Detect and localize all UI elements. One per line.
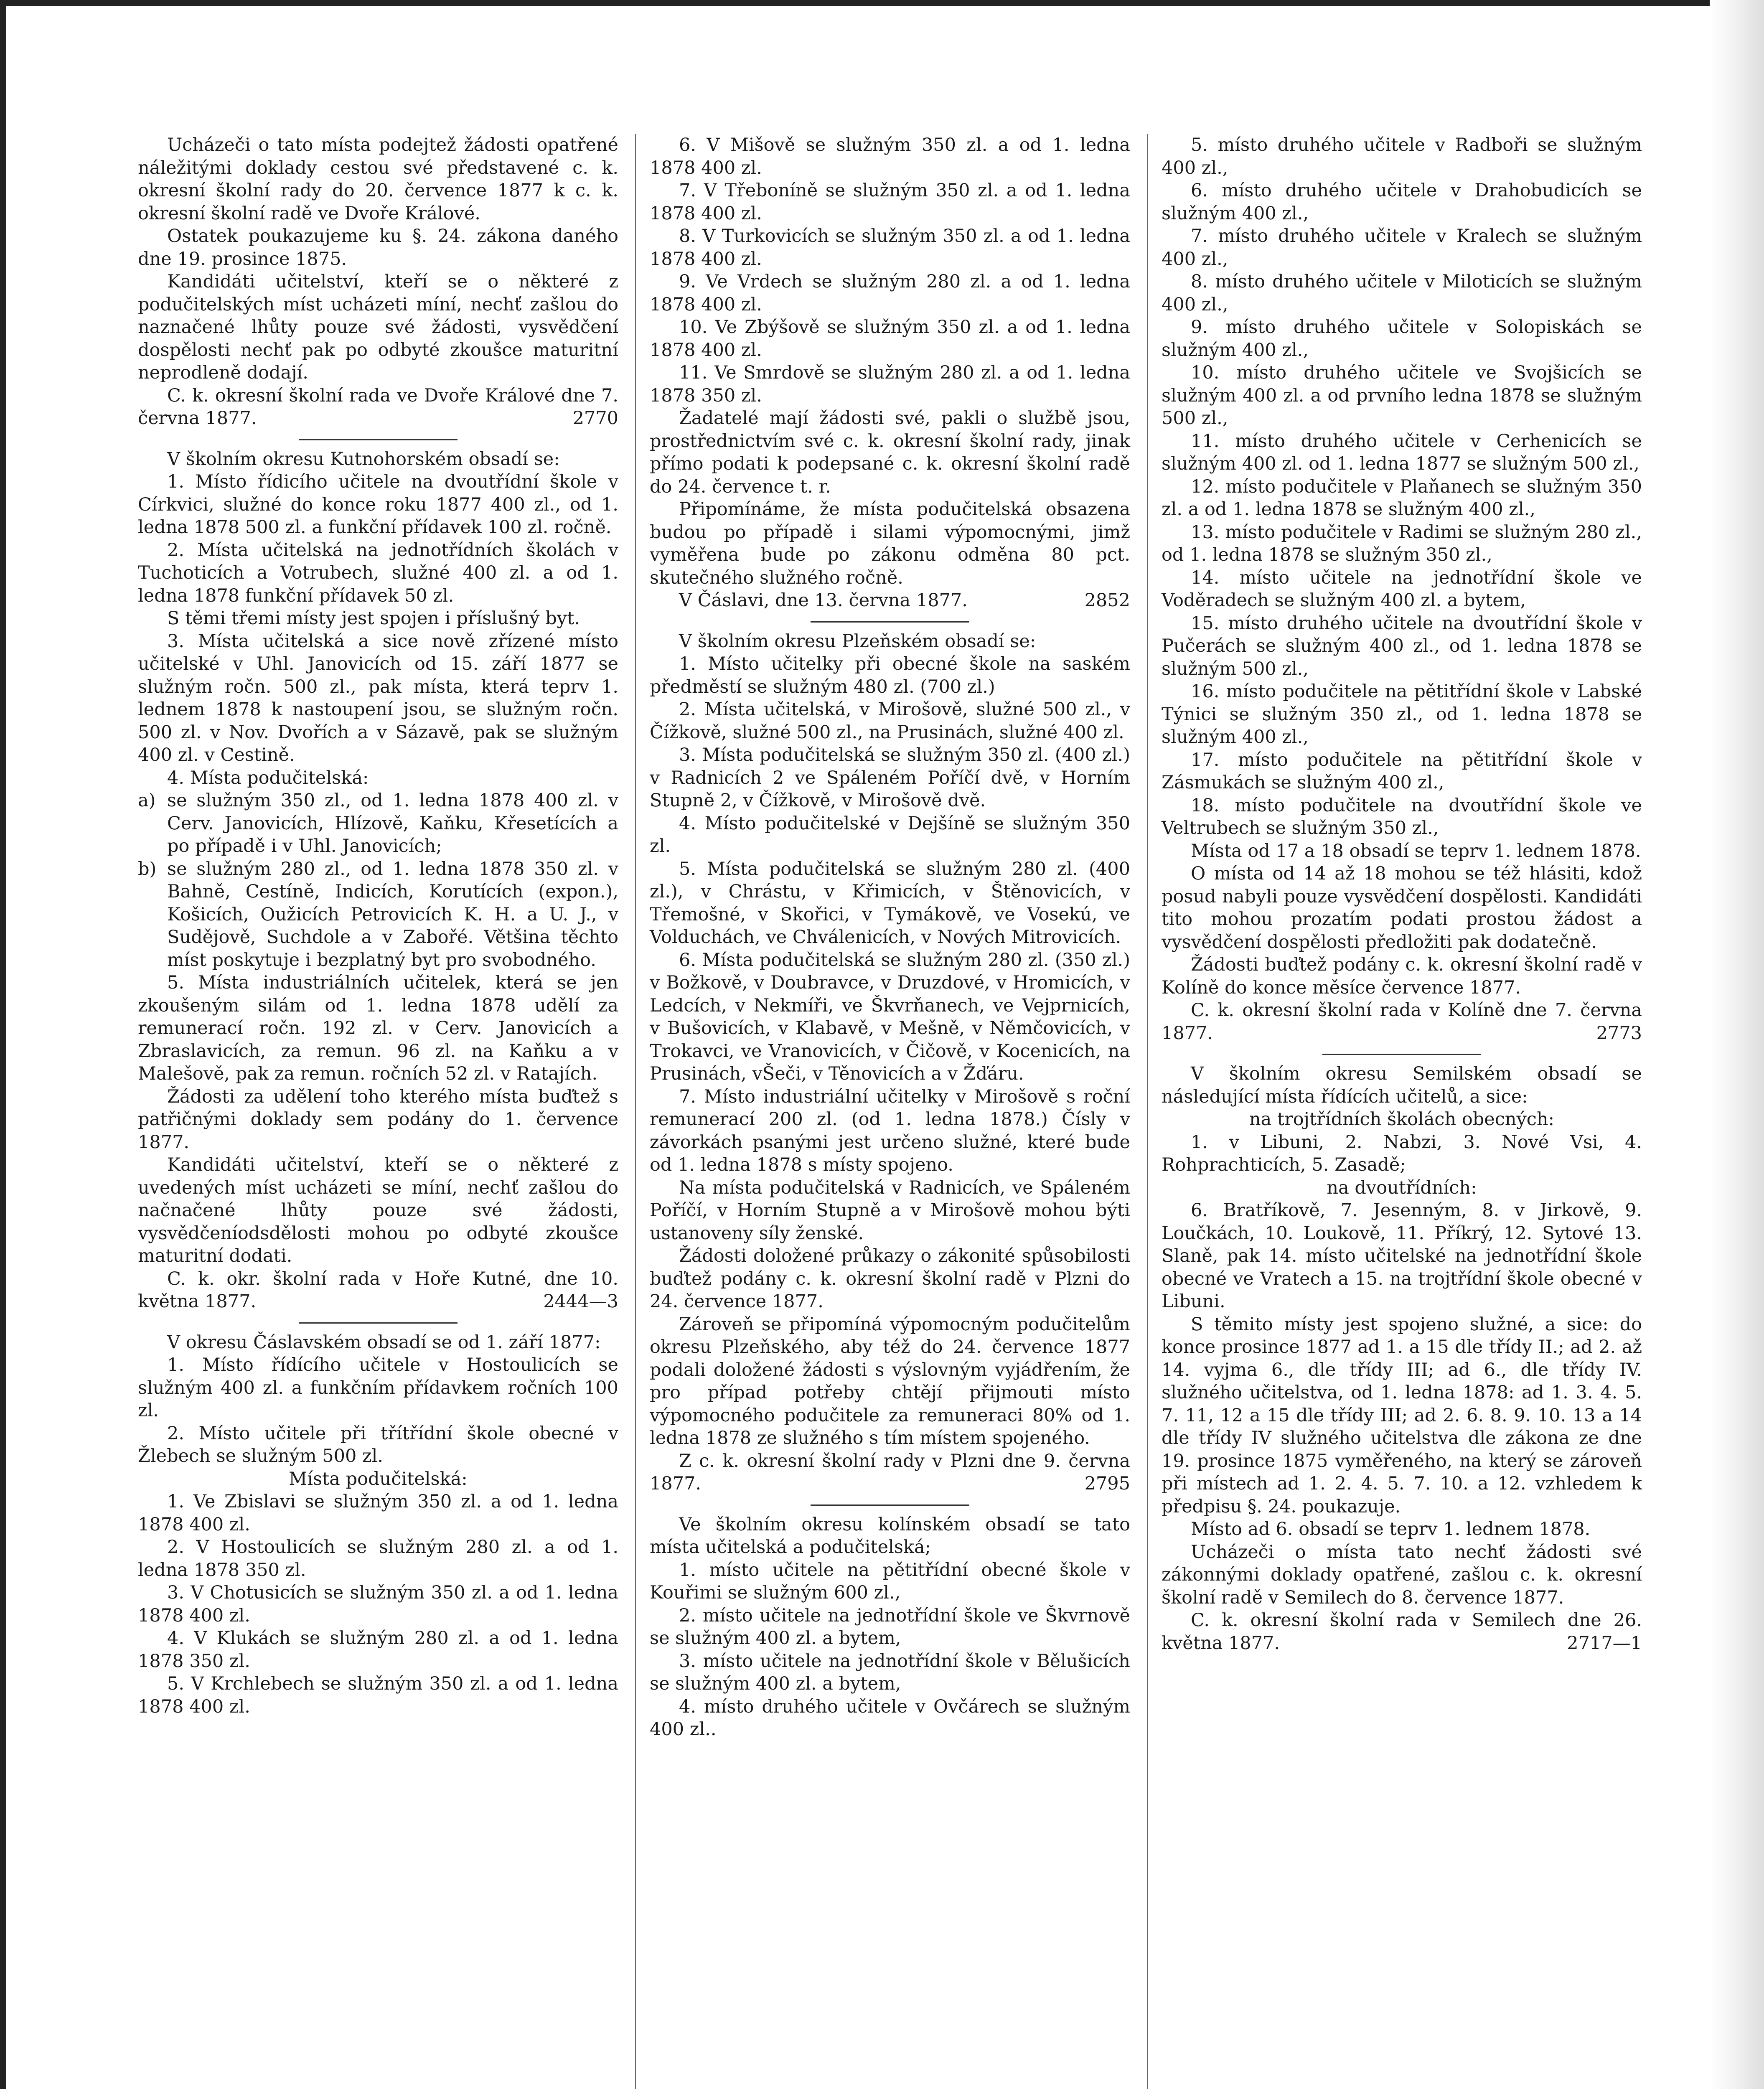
list-item: 8. V Turkovicích se služným 350 zl. a od 1. ledna 1878 400 zl. [650,226,1130,269]
paragraph: Místa od 17 a 18 obsadí se teprv 1. lednem 1878. [1191,840,1641,862]
sub-heading: na trojtřídních školách obecných: [1249,1109,1555,1130]
list-item: 8. místo druhého učitele v Miloticích se služným 400 zl., [1162,271,1642,315]
list-item: 7. V Třeboníně se služným 350 zl. a od 1. ledna 1878 400 zl. [650,180,1130,224]
list-item: 18. místo podučitele na dvoutřídní škole ve Veltrubech se služným 350 zl., [1162,795,1642,839]
paragraph: Místo ad 6. obsadí se teprv 1. lednem 1878. [1191,1519,1591,1540]
section-heading: V školním okresu Kutnohorském obsadí se: [167,448,560,470]
notice-signature [138,1268,618,1313]
notice-reference-number: 2717—1 [1567,1632,1642,1654]
column-2 [650,134,1130,1741]
sub-heading: Místa podučitelská: [289,1468,468,1489]
paragraph: Ucházeči o místa tato nechť žádosti své zákonnými doklady opatřené, zašlou c. k. okresní školní radě v Semilech do 8. července 1877. [1162,1541,1642,1608]
paragraph: O místa od 14 až 18 mohou se též hlásiti, kdož posud nabyli pouze vysvědčení dospělosti. Kandidáti tito mohou prozatím podati prostou žádost a vysvědčení dospělosti předložiti pak dodatečně. [1162,863,1642,953]
list-item: 3. Místa podučitelská se služným 350 zl. (400 zl.) v Radnicích 2 ve Spáleném Poříčí dvě, v Horním Stupně 2, v Čížkově, v Mirošově dvě. [650,745,1130,811]
list-item: 10. Ve Zbýšově se služným 350 zl. a od 1. ledna 1878 400 zl. [650,317,1130,361]
notice-reference-number: 2795 [1084,1473,1130,1494]
scan-border-right [1710,0,1764,2089]
signature-text: C. k. okresní školní rada v Kolíně dne 7. června 1877. [1162,1000,1642,1044]
paragraph: S těmito místy jest spojeno služné, a sice: do konce prosince 1877 ad 1. a 15 dle třídy II.; ad 2. až 14. vyjma 6., dle třídy III; ad 6., dle třídy IV. služného učitelstva, od 1. ledna 1878: ad 1. 3. 4. 5. 7. 11, 12 a 15 dle třídy III; ad 2. 6. 8. 9. 10. 13 a 14 dle třídy IV služného učitelstva dle zákona ze dne 19. prosince 1875 vyměřeného, na který se zároveň při místech ad 1. 2. 4. 5. 7. 10. a 12. vzhledem k předpisu §. 24. poukazuje. [1162,1314,1642,1517]
list-item: 2. Místo učitele při třítřídní škole obecné v Žlebech se služným 500 zl. [138,1423,618,1466]
list-item: 7. místo druhého učitele v Kralech se služným 400 zl., [1162,226,1642,269]
list-item: 2. Místa učitelská, v Mirošově, služné 500 zl., v Čížkově, služné 500 zl., na Prusinách, služné 400 zl. [650,699,1130,743]
signature-text: Z c. k. okresní školní rady v Plzni dne 9. června 1877. [650,1450,1130,1494]
section-separator [299,439,458,440]
paragraph: Kandidáti učitelství, kteří se o některé z podučitelských míst ucházeti míní, nechť zašlou do naznačené lhůty pouze své žádosti, vysvědčení dospělosti nechť pak po odbyté zkoušce maturitní neprodleně dodají. [138,271,618,383]
list-item: 5. V Krchlebech se služným 350 zl. a od 1. ledna 1878 400 zl. [138,1673,618,1717]
notice-reference-number: 2444—3 [543,1291,618,1312]
list-item: 12. místo podučitele v Plaňanech se služným 350 zl. a od 1. ledna 1878 se služným 400 zl., [1162,476,1642,520]
column-divider-2 [1147,134,1148,2089]
list-item: 6. Bratříkově, 7. Jesenným, 8. v Jirkově, 9. Loučkách, 10. Loukově, 11. Příkrý, 12. Sytové 13. Slaně, pak 14. místo učitelské na jednotřídní škole obecné ve Vratech a 15. na trojtřídní škole obecné v Libuni. [1162,1200,1642,1312]
paragraph: Žadatelé mají žádosti své, pakli o službě jsou, prostřednictvím své c. k. okresní školní rady, jinak přímo podati k podepsané c. k. okresní školní radě do 24. července t. r. [650,408,1130,497]
list-item: 5. Místa industriálních učitelek, která se jen zkoušeným silám od 1. ledna 1878 udělí za remunerací ročn. 192 zl. v Cerv. Janovicích a Zbraslavicích, za remun. 96 zl. na Kaňku a v Malešově, pak za remun. ročních 52 zl. v Ratajích. [138,972,618,1084]
list-item: 9. místo druhého učitele v Solopiskách se služným 400 zl., [1162,317,1642,361]
scan-border-top [0,0,1764,23]
list-item: 1. Místo řídícího učitele v Hostoulicích se služným 400 zl. a funkčním přídavkem ročních 100 zl. [138,1355,618,1421]
section-separator [1322,1054,1481,1055]
section-separator [811,1504,969,1506]
list-item: 6. Místa podučitelská se služným 280 zl. (350 zl.) v Božkově, v Doubravce, v Druzdové, v Hromicích, v Ledcích, v Nekmíři, ve Škvrňanech, ve Vejprnicích, v Bušovicích, v Klabavě, v Mešně, v Němčovicích, v Trokavci, ve Vranovicích, v Čičově, v Kocenicích, na Prusinách, vŠeči, v Těnovicích a v Žďáru. [650,949,1130,1084]
list-item: 2. V Hostoulicích se služným 280 zl. a od 1. ledna 1878 350 zl. [138,1537,618,1581]
list-item: 3. Místa učitelská a sice nově zřízené místo učitelské v Uhl. Janovicích od 15. září 1877 se služným ročn. 500 zl., pak místa, která teprv 1. lednem 1878 k nastoupení jsou, se služným ročn. 500 zl. v Nov. Dvořích a v Sázavě, pak se služným 400 zl. v Cestině. [138,630,618,765]
list-item: 5. místo druhého učitele v Radboři se služným 400 zl., [1162,135,1642,178]
notice-reference-number: 2773 [1596,1022,1642,1044]
notice-signature [1162,999,1642,1044]
list-item: 11. Ve Smrdově se služným 280 zl. a od 1. ledna 1878 350 zl. [650,362,1130,406]
notice-signature [1162,1609,1642,1654]
section-heading: V školním okresu Plzeňském obsadí se: [679,630,1036,652]
list-item: 15. místo druhého učitele na dvoutřídní škole v Pučerách se služným 400 zl., od 1. ledna 1878 se služným 500 zl., [1162,612,1642,679]
list-item: 5. Místa podučitelská se služným 280 zl. (400 zl.), v Chrástu, v Křimicích, v Štěnovicích, v Třemošné, v Skořici, v Tymákově, ve Vosekú, ve Volduchách, ve Chválenicích, v Nových Mitrovicích. [650,858,1130,948]
paragraph: Kandidáti učitelství, kteří se o některé z uvedených míst ucházeti se míní, nechť zašlou do načnačené lhůty pouze své žádosti, vysvědčeníodsdělosti mohou po odbyté zkoušce maturitní dodati. [138,1154,618,1266]
list-item: 3. místo učitele na jednotřídní škole v Bělušicích se služným 400 zl. a bytem, [650,1650,1130,1694]
list-item: 2. místo učitele na jednotřídní škole ve Škvrnově se služným 400 zl. a bytem, [650,1605,1130,1649]
list-item: 1. místo učitele na pětitřídní obecné škole v Kouřimi se služným 600 zl., [650,1559,1130,1603]
list-item: 6. V Mišově se služným 350 zl. a od 1. ledna 1878 400 zl. [650,135,1130,178]
paragraph: Na místa podučitelská v Radnicích, ve Spáleném Poříčí, v Horním Stupně a v Mirošově mohou býti ustanoveny síly ženské. [650,1177,1130,1244]
sub-list-label: a) [138,790,156,811]
sub-list-label: b) [138,858,157,879]
notice-signature [138,384,618,430]
list-item: 11. místo druhého učitele v Cerhenicích se služným 400 zl. od 1. ledna 1877 se služným 500 zl., [1162,430,1642,474]
section-heading: Ve školním okresu kolínském obsadí se tato místa učitelská a podučitelská; [650,1514,1130,1558]
list-item: 1. Místo učitelky při obecné škole na saském předměstí se služným 480 zl. (700 zl.) [650,653,1130,697]
paragraph: Žádosti doložené průkazy o zákonité spůsobilosti buďtež podány c. k. okresní školní radě v Plzni do 24. července 1877. [650,1245,1130,1312]
list-item: 4. V Klukách se služným 280 zl. a od 1. ledna 1878 350 zl. [138,1628,618,1672]
notice-signature [650,589,1130,612]
list-item: 9. Ve Vrdech se služným 280 zl. a od 1. ledna 1878 400 zl. [650,271,1130,315]
sub-list-item [138,858,618,972]
list-item: 17. místo podučitele na pětitřídní škole v Zásmukách se služným 400 zl., [1162,749,1642,793]
newspaper-page [138,134,1642,2089]
scan-border-left [0,0,6,2089]
list-item: 3. V Chotusicích se služným 350 zl. a od 1. ledna 1878 400 zl. [138,1582,618,1626]
list-item: 4. Místo podučitelské v Dejšíně se služným 350 zl. [650,813,1130,856]
list-item: S těmi třemi místy jest spojen i příslušný byt. [167,608,580,629]
sub-heading: na dvoutřídních: [1327,1177,1477,1198]
list-item: 14. místo učitele na jednotřídní škole ve Voděradech se služným 400 zl. a bytem, [1162,567,1642,611]
list-item: 1. v Libuni, 2. Nabzi, 3. Nové Vsi, 4. Rohprachticích, 5. Zasadě; [1162,1131,1642,1175]
paragraph: Ucházeči o tato místa podejtež žádosti opatřené náležitými doklady cestou své představené c. k. okresní školní rady do 20. července 1877 k c. k. okresní školní radě ve Dvoře Králové. [138,135,618,224]
list-item: 1. Místo řídicího učitele na dvoutřídní škole v Církvici, služné do konce roku 1877 400 zl., od 1. ledna 1878 500 zl. a funkční přídavek 100 zl. ročně. [138,471,618,538]
list-item: 4. místo druhého učitele v Ovčárech se služným 400 zl.. [650,1696,1130,1740]
signature-text: C. k. okresní školní rada v Semilech dne 26. května 1877. [1162,1610,1642,1654]
list-item: 16. místo podučitele na pětitřídní škole v Labské Týnici se služným 350 zl., od 1. ledna 1878 se služným 400 zl., [1162,681,1642,747]
section-separator [299,1322,458,1324]
list-item: 6. místo druhého učitele v Drahobudicích se služným 400 zl., [1162,180,1642,224]
paragraph: Žádosti za udělení toho kterého místa buďtež s patřičnými doklady sem podány do 1. července 1877. [138,1086,618,1153]
paragraph: Ostatek poukazujeme ku §. 24. zákona daného dne 19. prosince 1875. [138,226,618,269]
list-item: 13. místo podučitele v Radimi se služným 280 zl., od 1. ledna 1878 se služným 350 zl., [1162,521,1642,565]
section-heading: V okresu Čáslavském obsadí se od 1. září 1877: [167,1332,601,1353]
sub-list-text: se služným 280 zl., od 1. ledna 1878 350 zl. v Bahně, Cestíně, Indicích, Korutících (expon.), Košicích, Oužicích Petrovicích K. H. a U. J., v Sudějově, Suchdole a v Zabořé. Většina těchto míst poskytuje i bezplatný byt pro svobodného. [167,858,618,971]
notice-reference-number: 2852 [1084,590,1130,611]
notice-reference-number: 2770 [572,408,618,429]
column-divider-1 [635,134,636,2089]
sub-list-item [138,789,618,858]
section-heading: V školním okresu Semilském obsadí se následující místa řídících učitelů, a sice: [1162,1063,1642,1107]
list-item: 10. místo druhého učitele ve Svojšicích se služným 400 zl. a od prvního ledna 1878 se služným 500 zl., [1162,362,1642,429]
notice-signature [650,1450,1130,1495]
list-item: 2. Místa učitelská na jednotřídních školách v Tuchoticích a Votrubech, služné 400 zl. a od 1. ledna 1878 funkční přídavek 50 zl. [138,539,618,606]
signature-text: C. k. okr. školní rada v Hoře Kutné, dne 10. května 1877. [138,1268,618,1312]
list-item: 4. Místa podučitelská: [167,767,369,788]
list-item: 1. Ve Zbislavi se služným 350 zl. a od 1. ledna 1878 400 zl. [138,1491,618,1535]
list-item: 7. Místo industriální učitelky v Mirošově s roční remunerací 200 zl. (od 1. ledna 1878.) Čísly v závorkách psanými jest určeno služné, které bude od 1. ledna 1878 s místy spojeno. [650,1086,1130,1175]
signature-text: C. k. okresní školní rada ve Dvoře Králové dne 7. června 1877. [138,385,618,429]
paragraph: Zároveň se připomíná výpomocným podučitelům okresu Plzeňského, aby též do 24. července 1877 podali doložené žádosti s výslovným vyjádřením, že pro případ potřeby chtějí přijmouti místo výpomocného podučitele za remuneraci 80% od 1. ledna 1878 ze služného s tím místem spojeného. [650,1314,1130,1449]
signature-text: V Čáslavi, dne 13. června 1877. [679,590,968,611]
column-1 [138,134,618,1718]
sub-list-text: se služným 350 zl., od 1. ledna 1878 400 zl. v Cerv. Janovicích, Hlízově, Kaňku, Křesetících a po případě i v Uhl. Janovicích; [167,790,618,856]
paragraph: Žádosti buďtež podány c. k. okresní školní radě v Kolíně do konce měsíce července 1877. [1162,954,1642,998]
column-3 [1162,134,1642,1654]
paragraph: Připomínáme, že místa podučitelská obsazena budou po případě i silami výpomocnými, jimž vyměřena bude po zákonu odměna 80 pct. skutečného služného ročně. [650,499,1130,588]
section-separator [811,621,969,623]
